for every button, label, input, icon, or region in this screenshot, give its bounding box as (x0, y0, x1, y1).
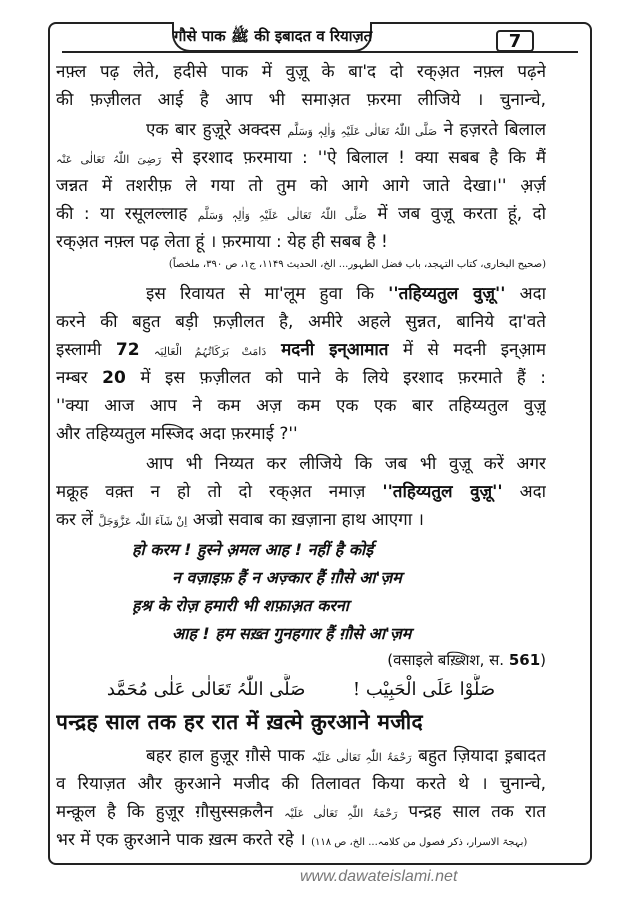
text-line: व रियाज़त और क़ुरआने मजीद की तिलावत किया करते थे । चुनान्चे, (56, 774, 546, 794)
text-span: में से मदनी इन्आ़म (402, 340, 546, 360)
text-span: (वसाइले बख़्शिश, स. (387, 651, 505, 669)
bold-term: ''तहिय्यतुल वुज़ू'' (382, 482, 503, 502)
text-span: कर लें (56, 510, 93, 530)
text-span: अदा (519, 482, 546, 502)
text-span: अज्रो सवाब का ख़ज़ाना हाथ आएगा । (192, 510, 424, 530)
text-line (56, 200, 546, 230)
page-header-title: गौसे पाक ﷺ की इबादत व रियाज़त (172, 22, 372, 52)
section-heading: पन्द्रह साल तक हर रात में ख़त्मे क़ुरआने मजीद (56, 710, 423, 734)
page-ref-number: 561 (508, 651, 541, 669)
text-span: में जब वुज़ू करता हूं, दो (377, 204, 546, 224)
poem-line: हो करम ! हुस्ने अ़मल आह ! नहीं है कोई (132, 540, 374, 559)
text-line: रक्अ़त नफ़्ल पढ़ लेता हूं । फ़रमाया : येह ही सबब है ! (56, 232, 388, 252)
text-line (56, 116, 546, 146)
text-line: जन्नत में तशरीफ़ ले गया तो तुम को आगे आगे जाते देखा।'' अ़र्ज़ (56, 176, 546, 196)
poem-line: न वज़ाइफ़ हैं न अज़्कार हैं ग़ौसे आ'ज़म (172, 568, 402, 587)
text-span: की : या रसूलल्लाह (56, 204, 188, 224)
text-span: ) (540, 651, 546, 669)
page-number: 7 (496, 30, 534, 52)
text-span: बहर हाल हुज़ूर ग़ौसे पाक (146, 746, 305, 766)
text-span: बहुत ज़ियादा इ़बादत (418, 746, 546, 766)
citation: (بہجۃ الاسرار، ذکر فصول من کلامہ... الخ، ص ۱۱۸) (311, 837, 528, 848)
bold-term: 20 (102, 368, 126, 388)
text-line (56, 364, 546, 392)
text-line: नफ़्ल पढ़ लेते, हदीसे पाक में वुज़ू के बा'द दो रक्अ़त नफ़्ल पढ़ने (56, 62, 546, 82)
text-span: में इस फ़ज़ीलत को पाने के लिये इरशाद फ़रमाते हैं : (140, 368, 546, 388)
text-span: ने हज़रते बिलाल (443, 120, 546, 140)
text-span: मक्रूह वक़्त न हो तो दो रक्अ़त नमाज़ (56, 482, 366, 502)
text-line (56, 742, 546, 772)
text-span: भर में एक क़ुरआने पाक ख़त्म करते रहे । (56, 830, 306, 850)
poem-source (56, 646, 546, 674)
text-line: करने की बहुत बड़ी फ़ज़ीलत है, अमीरे अहले सुन्नत, बानिये दा'वते (56, 312, 546, 332)
text-span: नम्बर (56, 368, 88, 388)
arabic-honorific: صَلَّی اللّٰہُ تَعَالٰی عَلَیْہِ وَاٰلِہٖ وَسَلَّم (287, 125, 438, 138)
text-span: पन्द्रह साल तक रात (408, 802, 546, 822)
text-line: की फ़ज़ीलत आई है आप भी समाअ़त फ़रमा लीजिये । चुनान्चे, (56, 90, 546, 110)
text-line (56, 144, 546, 174)
salutation-left: صَلُّوْا عَلَی الْحَبِیْب ! (352, 679, 496, 700)
arabic-honorific: رَضِیَ اللّٰہُ تَعَالٰی عَنْہ (56, 153, 162, 166)
text-span: से इरशाद फ़रमाया : ''ऐ बिलाल ! क्या सबब है कि मैं (171, 148, 546, 168)
text-line (56, 506, 546, 536)
text-line: आप भी निय्यत कर लीजिये कि जब भी वुज़ू करें अगर (146, 454, 546, 474)
text-line (56, 280, 546, 308)
poem-line: आह ! हम सख़्त गुनहगार हैं ग़ौसे आ'ज़म (172, 624, 412, 643)
text-line: ''क्या आज आप ने कम अज़ कम एक एक बार तहिय्यतुल वुज़ू (56, 396, 546, 416)
salutation-right: صَلَّی اللّٰہُ تَعَالٰی عَلٰی مُحَمَّد (106, 679, 306, 700)
text-line (56, 478, 546, 506)
text-span: एक बार हुज़ूरे अक्दस (146, 120, 281, 140)
poem-line: ह़श्र के रोज़ हमारी भी शफ़ाअ़त करना (132, 596, 349, 615)
bold-term: ''तहिय्यतुल वुज़ू'' (388, 284, 506, 304)
salutation (56, 674, 546, 706)
arabic-honorific: دَامَتْ بَرَکَاتُہُمُ الْعَالِیَہ (153, 345, 267, 358)
website-url: www.dawateislami.net (300, 868, 458, 885)
arabic-honorific: اِنْ شَآءَ اللّٰہ عَزَّوَجَلَّ (98, 515, 188, 528)
text-line: और तहिय्यतुल मस्जिद अदा फ़रमाई ?'' (56, 424, 298, 444)
citation: (صحیح البخاری، کتاب التہجد، باب فضل الطہور... الخ، الحدیث ۱۱۴۹، ج۱، ص ۳۹۰، ملخصاً) (168, 259, 546, 270)
arabic-honorific: صَلَّی اللّٰہُ تَعَالٰی عَلَیْہِ وَاٰلِہٖ وَسَلَّم (197, 209, 367, 222)
text-line (56, 826, 546, 857)
text-span: इस्लामी (56, 340, 102, 360)
text-span: इस रिवायत से मा'लूम हुवा कि (146, 284, 375, 304)
text-span: अदा (519, 284, 546, 304)
arabic-honorific: رَحْمَۃُ اللّٰہِ تَعَالٰی عَلَیْہ (284, 807, 398, 820)
text-span: मन्क़ूल है कि हुज़ूर ग़ौसुस्सक़लैन (56, 802, 274, 822)
text-line (56, 798, 546, 828)
bold-term: 72 मदनी इन्आमात (115, 340, 389, 360)
text-line (56, 336, 546, 366)
arabic-honorific: رَحْمَۃُ اللّٰہِ تَعَالٰی عَلَیْہ (311, 751, 412, 764)
